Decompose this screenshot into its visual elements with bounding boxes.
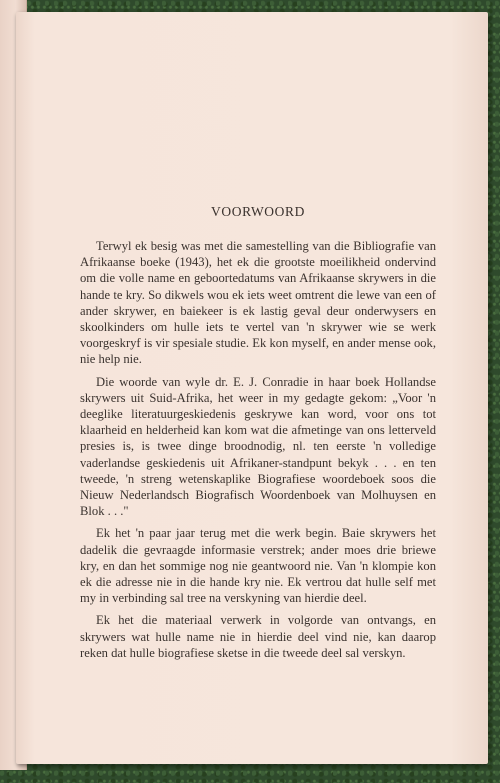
page-content	[80, 204, 436, 667]
paragraph-4: Ek het die materiaal verwerk in volgorde van ontvangs, en skrywers wat hulle name nie in hierdie deel vind nie, kan daarop reken dat hulle biografiese sketse in die tweede deel sal verskyn.	[80, 613, 436, 660]
paragraph-2: Die woorde van wyle dr. E. J. Conradie in haar boek Hollandse skrywers uit Suid-Afrika, het weer in my gedagte gekom: „Voor 'n deeglike literatuurgeskiedenis geskrywe kan word, voor ons tot klaarheid en helderheid kan kom wat die afmetinge van ons letterveld presies is, is twee dinge broodnodig, nl. ten eerste 'n volledige vaderlandse geskiedenis uit Afrikaner-standpunt bekyk . . . en ten tweede, 'n streng wetenskaplike Biografiese woordeboek soos die Nieuw Nederlandsch Biografisch Woordenboek van Molhuysen en Blok . . ."	[80, 374, 436, 519]
paragraph-3: Ek het 'n paar jaar terug met die werk begin. Baie skrywers het dadelik die gevraagde informasie verstrek; ander moes drie briewe kry, en dan het sommige nog nie geantwoord nie. Van 'n klompie kon ek die adresse nie in die hande kry nie. Ek vertrou dat hulle self met my in verbinding sal tree na verskyning van hierdie deel.	[80, 526, 436, 606]
book-page	[16, 12, 488, 764]
paragraph-1: Terwyl ek besig was met die samestelling van die Bibliografie van Afrikaanse boeke (1943), het ek die grootste moeilikheid ondervind om die volle name en geboortedatums van Afrikaanse skrywers in die hande te kry. So dikwels wou ek iets weet omtrent die lewe van een of ander skrywer, en baiekeer is ek lastig geval deur onderwysers en skoolkinders om hulle iets te vertel van 'n skrywer wie se werk voorgeskryf is vir spesiale studie. Ek kon myself, en ander mense ook, nie help nie.	[80, 239, 436, 367]
page-title: VOORWOORD	[211, 204, 305, 219]
